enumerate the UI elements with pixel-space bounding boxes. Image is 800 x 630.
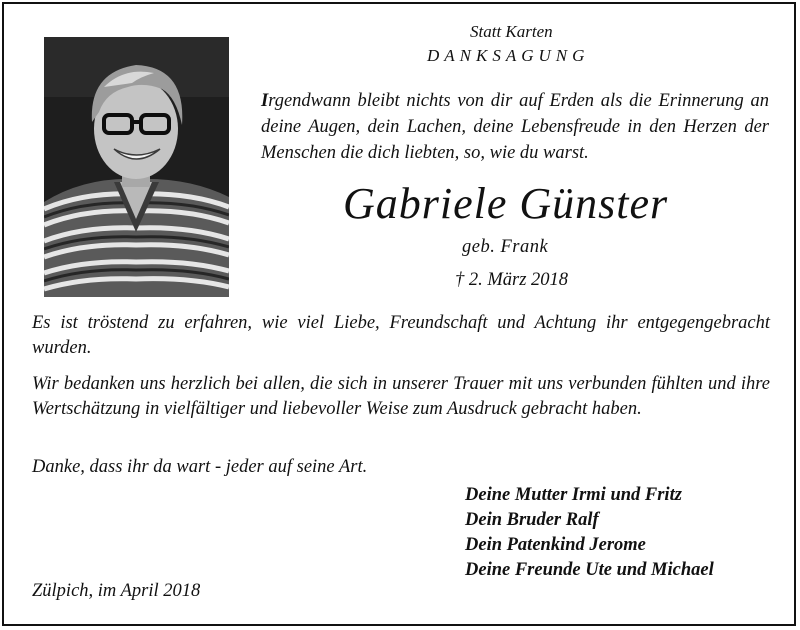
quote-text: rgendwann bleibt nichts von dir auf Erden als die Erinnerung an deine Augen, dein Lachen, deine Lebensfreude in den Herzen der Menschen die dich liebten, so, wie du warst. bbox=[261, 91, 769, 163]
memorial-quote bbox=[261, 88, 769, 166]
paragraph: Danke, dass ihr da wart - jeder auf seine Art. bbox=[32, 457, 368, 477]
death-date: † 2. März 2018 bbox=[455, 270, 569, 290]
quote-initial: I bbox=[261, 91, 269, 111]
signature-line: Dein Bruder Ralf bbox=[465, 510, 599, 530]
signature-line: Deine Freunde Ute und Michael bbox=[465, 560, 714, 580]
birth-name: geb. Frank bbox=[462, 237, 549, 257]
place-date: Zülpich, im April 2018 bbox=[32, 581, 201, 601]
signature-line: Deine Mutter Irmi und Fritz bbox=[465, 485, 682, 505]
deceased-name: Gabriele Günster bbox=[343, 179, 669, 228]
paragraph: Es ist tröstend zu erfahren, wie viel Liebe, Freundschaft und Achtung ihr entgegengebracht wurden. bbox=[32, 313, 770, 358]
paragraph: Wir bedanken uns herzlich bei allen, die sich in unserer Trauer mit uns verbunden fühlten und ihre Wertschätzung in vielfältiger und liebevoller Weise zum Ausdruck gebracht haben. bbox=[32, 374, 770, 419]
danksagung-title: DANKSAGUNG bbox=[427, 46, 590, 65]
portrait-photo bbox=[44, 37, 229, 297]
statt-karten: Statt Karten bbox=[470, 22, 553, 41]
signature-line: Dein Patenkind Jerome bbox=[465, 535, 646, 555]
portrait-illustration bbox=[44, 37, 229, 297]
signature-block bbox=[465, 483, 714, 583]
